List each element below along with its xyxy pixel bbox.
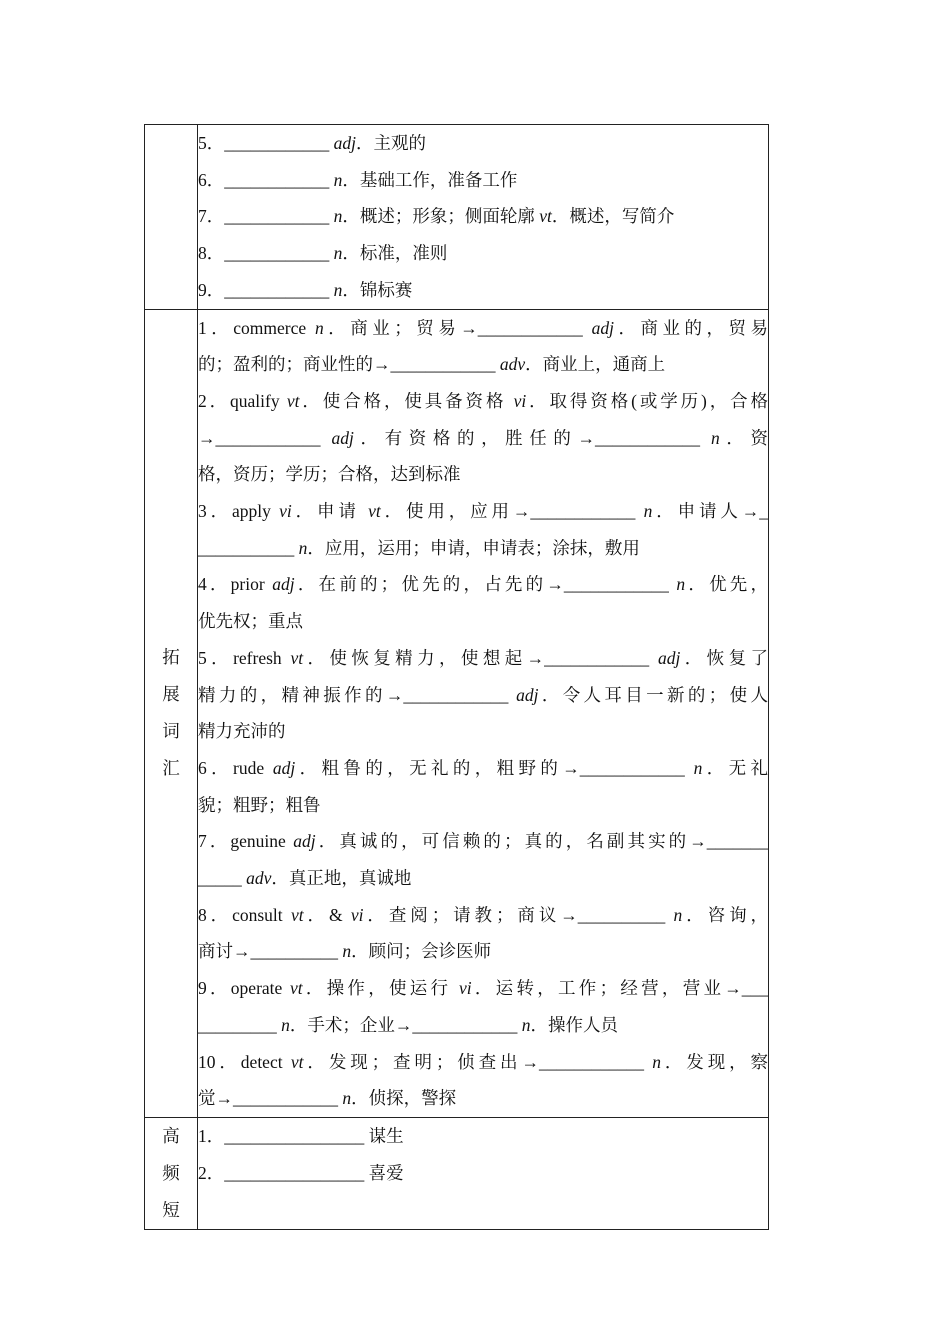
list-item: 精力的，精神振作的→____________ adj．令人耳目一新的；使人 (198, 684, 768, 705)
core-vocab-list (198, 125, 769, 310)
header-char: 高 (162, 1125, 180, 1146)
list-item: _________ n．手术；企业→____________ n．操作人员 (198, 1014, 618, 1035)
header-char: 频 (162, 1162, 180, 1183)
list-item: 7．____________ n．概述；形象；侧面轮廓 vt．概述，写简介 (198, 206, 675, 227)
list-item: 6．rude adj．粗鲁的，无礼的，粗野的→____________ n．无礼 (198, 757, 768, 778)
list-item: 5．refresh vt．使恢复精力，使想起→____________ adj．恢复了 (198, 647, 768, 668)
list-item: 商讨→__________ n．顾问；会诊医师 (198, 941, 492, 962)
list-item: ___________ n．应用，运用；申请，申请表；涂抹，敷用 (198, 537, 640, 558)
list-item: 4．prior adj．在前的；优先的，占先的→____________ n．优先， (198, 574, 768, 595)
list-item: 2．________________ 喜爱 (198, 1162, 404, 1183)
list-item: 1．________________ 谋生 (198, 1125, 404, 1146)
list-item: 优先权；重点 (198, 611, 303, 632)
list-item: 8．____________ n．标准，准则 (198, 243, 448, 264)
list-item: 6．____________ n．基础工作，准备工作 (198, 169, 518, 190)
list-item: 觉→____________ n．侦探，警探 (198, 1088, 457, 1109)
section-extended-vocab (145, 309, 769, 1117)
list-item: 10．detect vt．发现；查明；侦查出→____________ n．发现，察 (198, 1051, 768, 1072)
list-item: 8．consult vt．& vi．查阅；请教；商议→__________ n．咨询， (198, 904, 768, 925)
section-core-vocab (145, 125, 769, 310)
header-char: 汇 (162, 758, 180, 779)
list-item: 1．commerce n．商业；贸易→____________ adj．商业的，贸易 (198, 317, 768, 338)
phrase-list (198, 1117, 769, 1229)
list-item: 2．qualify vt．使合格，使具备资格 vi．取得资格(或学历)，合格 (198, 390, 768, 411)
list-item: 5．____________ adj．主观的 (198, 133, 426, 153)
section-header-high-frequency (145, 1117, 198, 1229)
header-char: 拓 (162, 647, 180, 668)
list-item: 7．genuine adj．真诚的，可信赖的；真的，名副其实的→_______ (198, 831, 768, 852)
header-char: 词 (162, 721, 180, 742)
extended-vocab-list (198, 309, 769, 1117)
list-item: _____ adv．真正地，真诚地 (198, 868, 412, 889)
list-item: 的；盈利的；商业性的→____________ adv．商业上，通商上 (198, 354, 666, 375)
header-char: 短 (162, 1199, 180, 1220)
list-item: 9．operate vt．操作，使运行 vi．运转，工作；经营，营业→___ (198, 978, 768, 999)
section-header-empty (145, 125, 198, 310)
list-item: 精力充沛的 (198, 721, 286, 742)
list-item: →____________ adj．有资格的，胜任的→____________ n．资 (198, 427, 768, 448)
list-item: 格，资历；学历；合格，达到标准 (198, 464, 461, 485)
header-char: 展 (162, 684, 180, 705)
list-item: 貌；粗野；粗鲁 (198, 794, 321, 815)
list-item: 9．____________ n．锦标赛 (198, 279, 413, 300)
list-item: 3．apply vi．申请 vt．使用，应用→____________ n．申请人→_ (198, 501, 768, 522)
section-high-frequency-phrases (145, 1117, 769, 1229)
vocabulary-table (144, 124, 769, 1230)
section-header-extended-vocab (145, 309, 198, 1117)
